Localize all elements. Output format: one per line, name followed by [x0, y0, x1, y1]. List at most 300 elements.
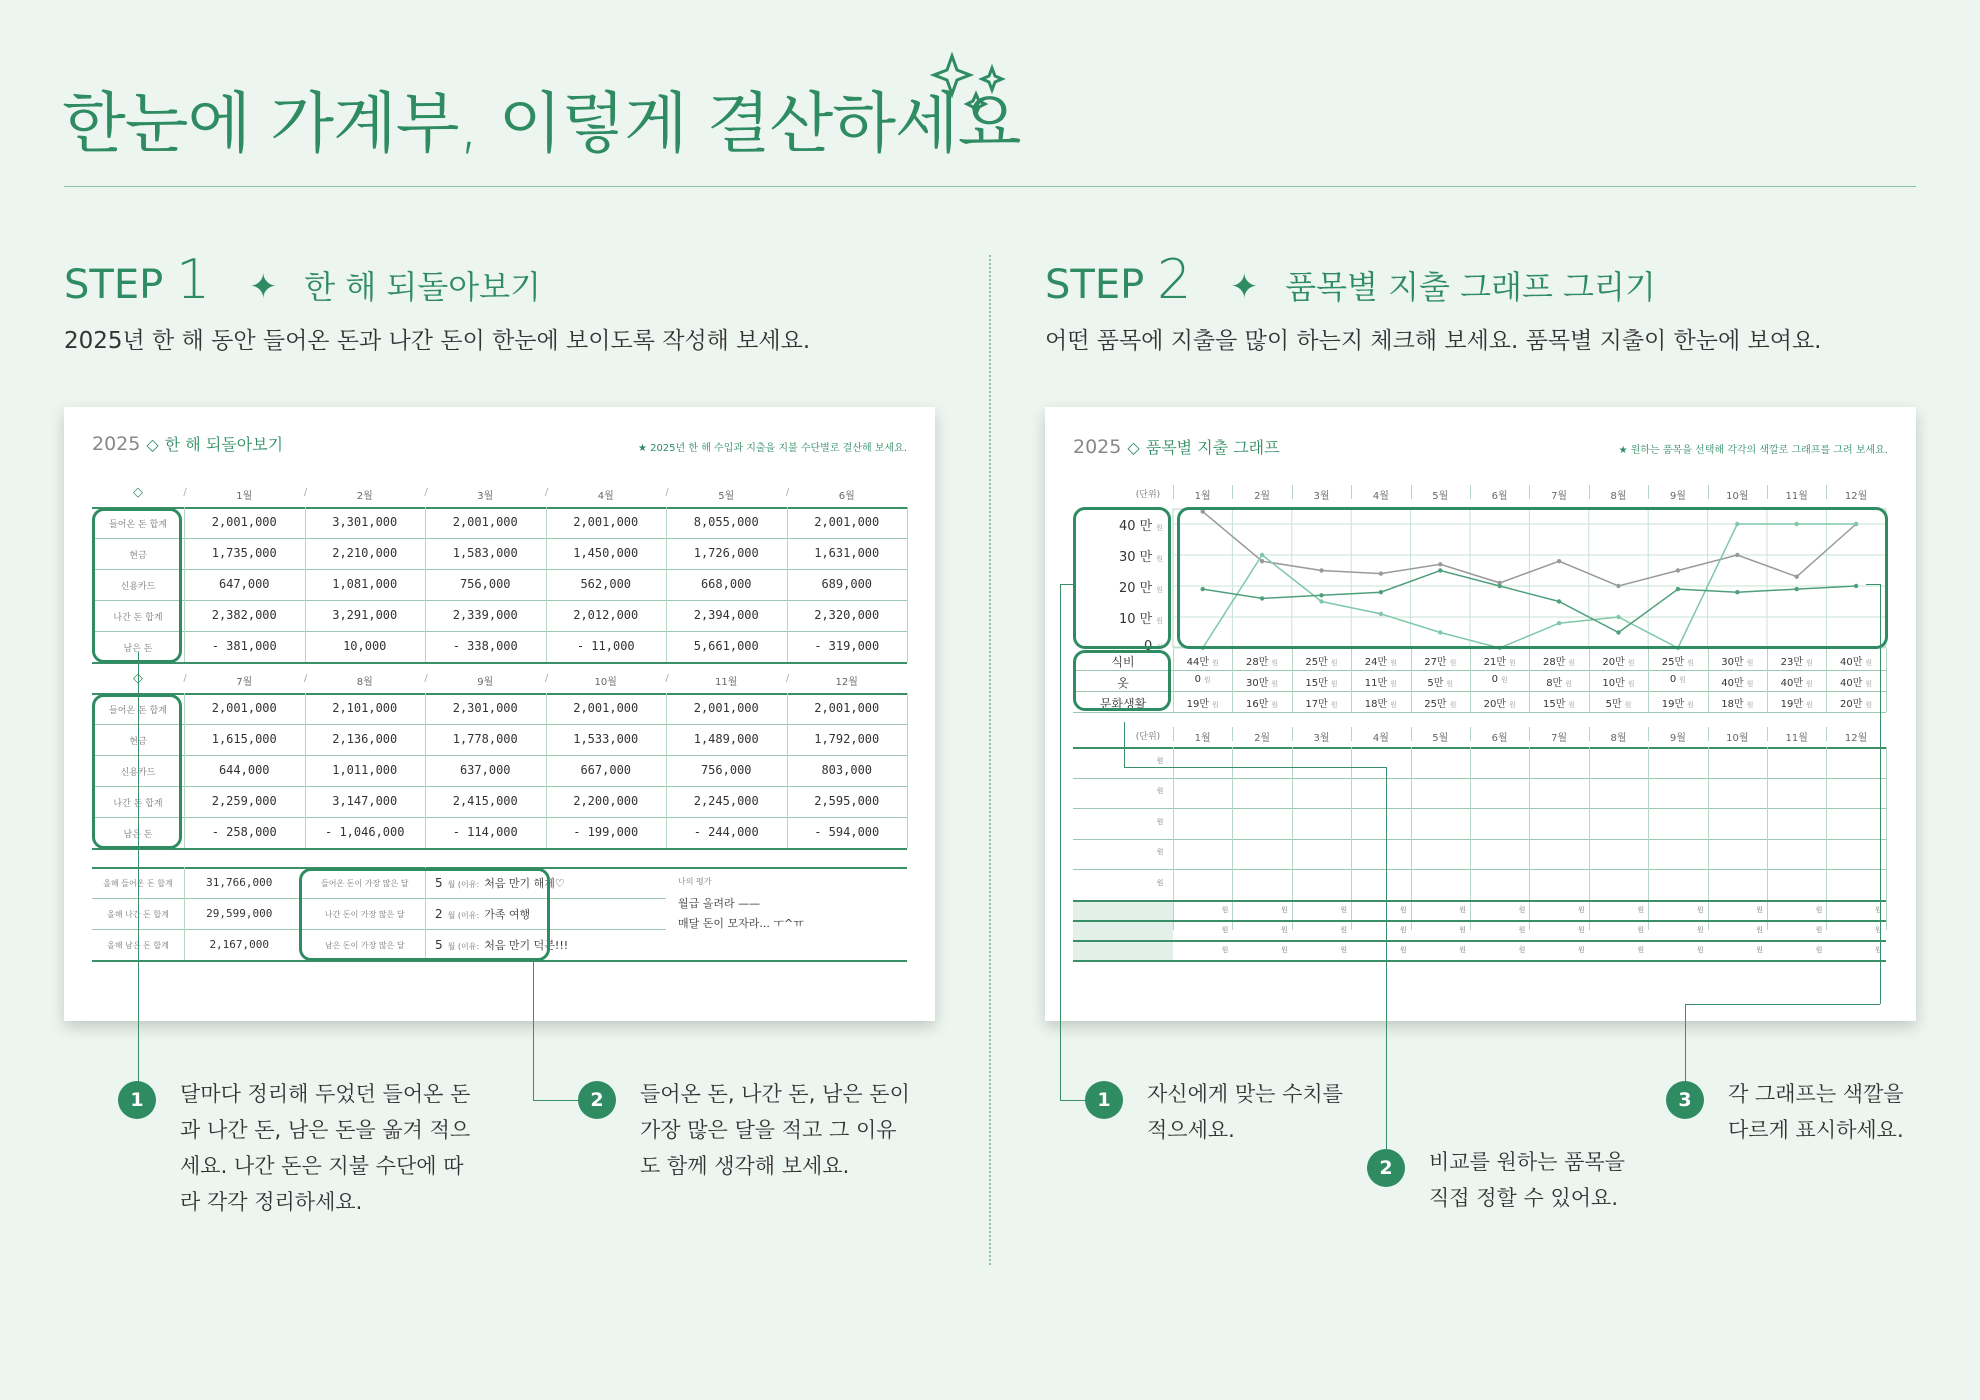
won-unit: 원: [1756, 905, 1763, 914]
diamond-star-icon: ✦: [1230, 267, 1259, 307]
item-value: [1351, 653, 1410, 668]
separator-slash: /: [424, 487, 428, 498]
separator-slash: /: [183, 673, 187, 684]
table-rule: [1073, 747, 1886, 749]
won-unit: 원: [1399, 945, 1407, 954]
month-header: 4월: [1372, 491, 1389, 502]
column-rule: [305, 507, 306, 662]
row-rule: [92, 817, 907, 818]
diamond-star-icon: ✦: [249, 267, 278, 307]
title-rule: [64, 186, 1916, 187]
separator-slash: /: [544, 487, 549, 498]
won-unit: 원: [1399, 905, 1407, 914]
row-label: 신용카드: [120, 582, 156, 592]
won-unit: 원: [1281, 905, 1288, 914]
item-value: [1173, 674, 1232, 685]
callout-badge-2: 2: [578, 1081, 616, 1119]
table-cell: 2,001,000: [211, 515, 277, 529]
won-unit: 원: [1509, 701, 1516, 709]
month-header: 9월: [1669, 733, 1686, 744]
label-highlight: [92, 508, 182, 663]
table-cell: - 338,000: [452, 639, 518, 653]
item-value: [1589, 695, 1648, 710]
won-unit: 원: [1865, 659, 1873, 667]
column-rule: [787, 507, 788, 662]
graph-highlight: [1177, 507, 1888, 649]
won-unit: 원: [1459, 905, 1466, 914]
item-value-number: 24만: [1364, 657, 1388, 668]
column-rule: [787, 693, 788, 848]
month-header: 4월: [597, 491, 614, 502]
won-unit: 원: [1568, 659, 1576, 667]
item-value: [1232, 653, 1291, 668]
item-value: [1470, 695, 1529, 710]
column-rule: [1173, 649, 1174, 712]
summary-value: 29,599,000: [206, 907, 273, 920]
won-unit: 원: [1221, 925, 1229, 934]
item-value: [1470, 674, 1529, 685]
month-header: 6월: [1491, 733, 1508, 744]
item-value-number: 28만: [1543, 657, 1566, 668]
item-name: 문화생활: [1099, 697, 1147, 711]
column-rule: [1470, 747, 1471, 930]
item-value-number: 30만: [1721, 657, 1744, 668]
won-unit: 원: [1696, 905, 1704, 914]
item-value-number: 8만: [1546, 678, 1563, 689]
won-unit: 원: [1518, 905, 1526, 914]
month-header: 3월: [477, 491, 494, 502]
item-value: [1826, 674, 1885, 689]
y-axis-value: 20 만: [1119, 581, 1153, 596]
won-unit: 원: [1330, 701, 1338, 709]
won-unit: 원: [1687, 701, 1694, 709]
evaluation-text: 월급 올려라 ——: [678, 897, 761, 910]
table-cell: 668,000: [700, 577, 752, 591]
table-cell: 644,000: [218, 763, 270, 777]
table-cell: 756,000: [700, 763, 752, 777]
table-cell: - 381,000: [211, 639, 277, 653]
won-unit: 원: [1399, 925, 1407, 934]
table-cell: 2,001,000: [573, 701, 639, 715]
leader-line: [1880, 584, 1881, 1004]
callout-badge-1: 1: [118, 1081, 156, 1119]
won-unit: 원: [1875, 925, 1882, 934]
row-label: 남은 돈: [123, 830, 153, 840]
item-value-number: 5만: [1427, 678, 1444, 689]
table-cell: 1,792,000: [814, 732, 880, 746]
month-header: 8월: [1610, 733, 1627, 744]
header-tick: [1470, 727, 1471, 741]
evaluation-label: 나의 평가: [678, 877, 712, 886]
table-cell: 2,210,000: [332, 546, 398, 560]
item-value-number: 20만: [1483, 699, 1506, 710]
month-header: 12월: [1844, 491, 1868, 502]
header-tick: [1411, 485, 1412, 499]
won-unit: 원: [1221, 945, 1229, 954]
column-rule: [1826, 649, 1827, 712]
won-unit: 원: [1865, 701, 1873, 709]
column-rule: [184, 693, 185, 848]
table-cell: 2,259,000: [211, 794, 277, 808]
item-value: [1767, 695, 1826, 710]
won-unit: 원: [1756, 945, 1763, 954]
won-unit: 원: [1459, 945, 1466, 954]
won-unit: 원: [1627, 680, 1635, 688]
header-tick: [1411, 727, 1412, 741]
month-header: 2월: [1254, 491, 1271, 502]
item-value-number: 0: [1491, 674, 1498, 685]
item-value: [1173, 695, 1232, 710]
won-unit: 원: [1390, 680, 1397, 688]
callout-text: 각 그래프는 색깔을 다르게 표시하세요.: [1728, 1082, 1904, 1142]
separator-slash: /: [785, 487, 790, 498]
row-rule: [1073, 808, 1886, 809]
summary-value: 2,167,000: [209, 938, 270, 951]
summary-value: 31,766,000: [206, 876, 273, 889]
table-rule: [92, 507, 907, 509]
table-cell: 10,000: [343, 639, 387, 653]
month-header: 10월: [1726, 733, 1749, 744]
table-rule: [1073, 940, 1886, 942]
item-value-number: 19만: [1661, 699, 1685, 710]
most-month-label: 남은 돈이 가장 많은 달: [324, 941, 405, 950]
item-value-number: 40만: [1840, 657, 1863, 668]
leader-line: [1060, 584, 1074, 585]
won-unit: 원: [1568, 701, 1576, 709]
won-unit: 원: [1156, 787, 1164, 795]
y-axis-unit: 원: [1156, 617, 1163, 625]
table-cell: 1,735,000: [211, 546, 277, 560]
most-month-number: 5: [435, 938, 443, 952]
row-label: 신용카드: [120, 768, 156, 778]
step-subtitle: 한 해 되돌아보기: [304, 268, 541, 306]
item-label-fill: [1073, 900, 1173, 960]
column-rule: [1292, 649, 1293, 712]
column-rule: [1351, 649, 1352, 712]
month-header: 4월: [1372, 733, 1389, 744]
header-tick: [1708, 485, 1709, 499]
y-axis-unit: 원: [1156, 555, 1163, 563]
item-value-number: 0: [1669, 674, 1677, 685]
table-cell: 1,631,000: [814, 546, 880, 560]
column-rule: [666, 507, 667, 662]
label-highlight: [92, 694, 182, 849]
item-value: [1767, 653, 1826, 668]
item-value-number: 27만: [1424, 657, 1447, 668]
header-tick: [1589, 485, 1590, 499]
won-unit: 원: [1340, 905, 1348, 914]
won-unit: 원: [1679, 676, 1686, 684]
table-cell: - 319,000: [814, 639, 880, 653]
item-value: [1529, 653, 1588, 668]
table-rule: [1073, 900, 1886, 902]
won-unit: 원: [1271, 680, 1279, 688]
won-unit: 원: [1204, 676, 1211, 684]
category-spending-sheet: [1045, 407, 1916, 1021]
won-unit: 원: [1212, 659, 1219, 667]
column-rule: [1767, 747, 1768, 930]
sparkle-icon: [930, 50, 1010, 130]
leader-line: [1124, 767, 1386, 768]
item-value: [1529, 674, 1588, 689]
sheet-title-text: 한 해 되돌아보기: [164, 435, 284, 454]
won-unit: 원: [1156, 878, 1164, 887]
table-cell: 637,000: [459, 763, 511, 777]
won-unit: 원: [1459, 925, 1466, 934]
column-rule: [425, 507, 426, 662]
month-header: 9월: [477, 677, 494, 688]
y-axis-value: 10 만: [1119, 612, 1153, 627]
table-cell: 8,055,000: [693, 515, 759, 529]
header-tick: [1767, 727, 1768, 741]
table-cell: 1,081,000: [332, 577, 398, 591]
column-rule: [1767, 649, 1768, 712]
step1-description: 2025년 한 해 동안 들어온 돈과 나간 돈이 한눈에 보이도록 작성해 보세요.: [64, 328, 811, 354]
sheet-note: ★ 2025년 한 해 수입과 지출을 지불 수단별로 결산해 보세요.: [637, 443, 907, 454]
table-cell: 3,301,000: [332, 515, 398, 529]
won-unit: 원: [1637, 905, 1645, 914]
separator-slash: /: [665, 673, 669, 684]
column-rule: [1826, 747, 1827, 930]
item-value-number: 28만: [1246, 657, 1269, 668]
sheet-title-text: 품목별 지출 그래프: [1145, 438, 1280, 457]
item-value-number: 30만: [1246, 678, 1269, 689]
most-month-reason: 가족 여행: [484, 908, 531, 921]
header-tick: [1173, 727, 1174, 741]
won-unit: 원: [1340, 925, 1348, 934]
row-label: 현금: [129, 551, 147, 561]
won-unit: 원: [1696, 945, 1704, 954]
diamond-icon: ◇: [146, 435, 159, 454]
month-header: 6월: [838, 491, 855, 502]
won-unit: 원: [1271, 701, 1279, 709]
won-unit: 원: [1865, 680, 1873, 688]
row-rule: [92, 755, 907, 756]
header-tick: [1767, 485, 1768, 499]
row-rule: [1073, 869, 1886, 870]
header-tick: [1648, 485, 1649, 499]
item-value: [1589, 653, 1648, 668]
item-value-number: 0: [1194, 674, 1201, 685]
step-label: STEP: [1045, 262, 1145, 308]
header-tick: [1826, 727, 1827, 741]
table-cell: - 114,000: [452, 825, 518, 839]
won-unit: 원: [1340, 945, 1348, 954]
won-unit: 원: [1578, 945, 1585, 954]
sheet-note: ★ 원하는 품목을 선택해 각각의 색깔로 그래프를 그려 보세요.: [1618, 445, 1888, 456]
item-value: [1708, 695, 1767, 710]
row-rule: [92, 724, 907, 725]
header-tick: [1351, 727, 1352, 741]
month-header: 11월: [1785, 491, 1808, 502]
row-label: 들어온 돈 합계: [109, 706, 167, 716]
header-tick: [1173, 485, 1174, 499]
won-unit: 원: [1696, 925, 1704, 934]
column-rule: [1470, 649, 1471, 712]
table-cell: 1,489,000: [693, 732, 759, 746]
column-rule: [425, 693, 426, 848]
step2-heading: [1045, 248, 1656, 311]
most-month-reason: 처음 만기 덕분!!!: [484, 939, 569, 952]
step-number: 2: [1156, 248, 1192, 311]
column-rule: [1708, 747, 1709, 930]
table-cell: 2,136,000: [332, 732, 398, 746]
month-header: 6월: [1491, 491, 1508, 502]
item-value-number: 25만: [1305, 657, 1328, 668]
item-value-number: 11만: [1364, 678, 1388, 689]
table-cell: 3,291,000: [332, 608, 398, 622]
column-rule: [1886, 747, 1887, 930]
header-tick: [1529, 727, 1530, 741]
month-header: 2월: [356, 491, 373, 502]
separator-slash: /: [544, 673, 549, 684]
leader-line: [138, 652, 139, 1102]
separator-slash: /: [665, 487, 669, 498]
step1-heading: [64, 248, 541, 311]
table-cell: 2,415,000: [452, 794, 518, 808]
header-tick: [1589, 727, 1590, 741]
step-number: 1: [175, 248, 211, 311]
won-unit: 원: [1271, 659, 1279, 667]
separator-slash: /: [183, 487, 187, 498]
table-cell: 2,001,000: [693, 701, 759, 715]
table-rule: [1073, 960, 1886, 962]
item-value: [1292, 674, 1351, 689]
item-value-number: 23만: [1780, 657, 1803, 668]
most-month-label: 들어온 돈이 가장 많은 달: [321, 879, 409, 888]
table-cell: 1,583,000: [452, 546, 518, 560]
header-tick: [1351, 485, 1352, 499]
row-rule: [1073, 839, 1886, 840]
column-rule: [184, 867, 185, 960]
table-cell: 2,001,000: [573, 515, 639, 529]
item-value: [1351, 695, 1410, 710]
most-month-number: 2: [435, 907, 443, 921]
won-unit: 원: [1637, 945, 1645, 954]
y-axis-unit: 원: [1156, 524, 1163, 532]
row-rule: [92, 786, 907, 787]
won-unit: 원: [1627, 659, 1635, 667]
most-month-unit: 월 (이유:: [447, 880, 480, 889]
month-header: 12월: [1844, 733, 1868, 744]
table-cell: 647,000: [218, 577, 270, 591]
diamond-icon: ◇: [133, 671, 143, 686]
item-value-number: 19만: [1186, 699, 1209, 710]
won-unit: 원: [1637, 925, 1645, 934]
step-subtitle: 품목별 지출 그래프 그리기: [1285, 268, 1656, 306]
column-rule: [1886, 649, 1887, 712]
leader-line: [1060, 584, 1061, 1100]
table-cell: 2,200,000: [573, 794, 639, 808]
item-value: [1232, 674, 1291, 689]
header-tick: [1708, 727, 1709, 741]
item-value: [1648, 695, 1707, 710]
table-cell: 1,450,000: [573, 546, 639, 560]
item-value-number: 40만: [1780, 678, 1803, 689]
won-unit: 원: [1746, 701, 1754, 709]
won-unit: 원: [1330, 659, 1338, 667]
item-value-number: 17만: [1305, 699, 1328, 710]
axis-highlight: [1073, 507, 1171, 649]
won-unit: 원: [1624, 701, 1632, 709]
item-value-number: 25만: [1661, 657, 1685, 668]
item-value-number: 10만: [1602, 678, 1625, 689]
month-header: 11월: [715, 677, 738, 688]
won-unit: 원: [1156, 817, 1164, 826]
header-tick: [1232, 485, 1233, 499]
table-cell: - 11,000: [576, 639, 635, 653]
month-header: 11월: [1785, 733, 1808, 744]
summary-label: 올해 들어온 돈 합계: [103, 879, 173, 888]
month-header: 7월: [236, 677, 253, 688]
item-value-number: 44만: [1186, 657, 1209, 668]
summary-label: 올해 남은 돈 합계: [107, 941, 169, 950]
item-value-number: 21만: [1483, 657, 1506, 668]
won-unit: 원: [1281, 945, 1288, 954]
table-cell: 2,301,000: [452, 701, 518, 715]
table-cell: 5,661,000: [693, 639, 759, 653]
won-unit: 원: [1446, 680, 1454, 688]
most-month-unit: 월 (이유:: [447, 942, 480, 951]
column-rule: [1648, 649, 1649, 712]
leader-line: [1386, 767, 1387, 1167]
item-value-number: 19만: [1780, 699, 1803, 710]
won-unit: 원: [1578, 905, 1585, 914]
item-value: [1589, 674, 1648, 689]
column-rule: [1529, 649, 1530, 712]
won-unit: 원: [1806, 659, 1813, 667]
month-header: 5월: [718, 491, 735, 502]
column-rule: [1173, 747, 1174, 930]
header-tick: [1292, 485, 1293, 499]
column-rule: [1411, 747, 1412, 930]
separator-slash: /: [785, 673, 790, 684]
table-rule: [92, 662, 907, 664]
item-value-number: 18만: [1721, 699, 1744, 710]
item-value: [1826, 695, 1885, 710]
won-unit: 원: [1156, 756, 1164, 765]
won-unit: 원: [1501, 676, 1508, 684]
column-rule: [907, 693, 908, 848]
item-value-number: 5만: [1605, 699, 1622, 710]
table-cell: - 258,000: [211, 825, 277, 839]
table-cell: 1,011,000: [332, 763, 398, 777]
evaluation-text: 매달 돈이 모자라... ㅜ^ㅠ: [678, 917, 804, 930]
item-value: [1411, 674, 1470, 689]
callout-badge-1: 1: [1085, 1081, 1123, 1119]
item-value: [1232, 695, 1291, 710]
month-header: 1월: [236, 491, 253, 502]
table-cell: - 199,000: [573, 825, 639, 839]
column-rule: [1292, 747, 1293, 930]
most-month-label: 나간 돈이 가장 많은 달: [324, 910, 405, 919]
item-value: [1411, 653, 1470, 668]
header-tick: [1648, 727, 1649, 741]
leader-line: [1060, 1100, 1088, 1101]
callout-text: 자신에게 맞는 수치를 적으세요.: [1147, 1082, 1343, 1142]
won-unit: 원: [1518, 945, 1526, 954]
item-value: [1767, 674, 1826, 689]
won-unit: 원: [1330, 680, 1338, 688]
table-cell: 562,000: [580, 577, 632, 591]
table-cell: - 1,046,000: [325, 825, 405, 839]
callout-badge-2: 2: [1367, 1149, 1405, 1187]
won-unit: 원: [1281, 925, 1288, 934]
won-unit: 원: [1509, 659, 1516, 667]
table-cell: 1,726,000: [693, 546, 759, 560]
column-rule: [1708, 649, 1709, 712]
item-value: [1292, 653, 1351, 668]
